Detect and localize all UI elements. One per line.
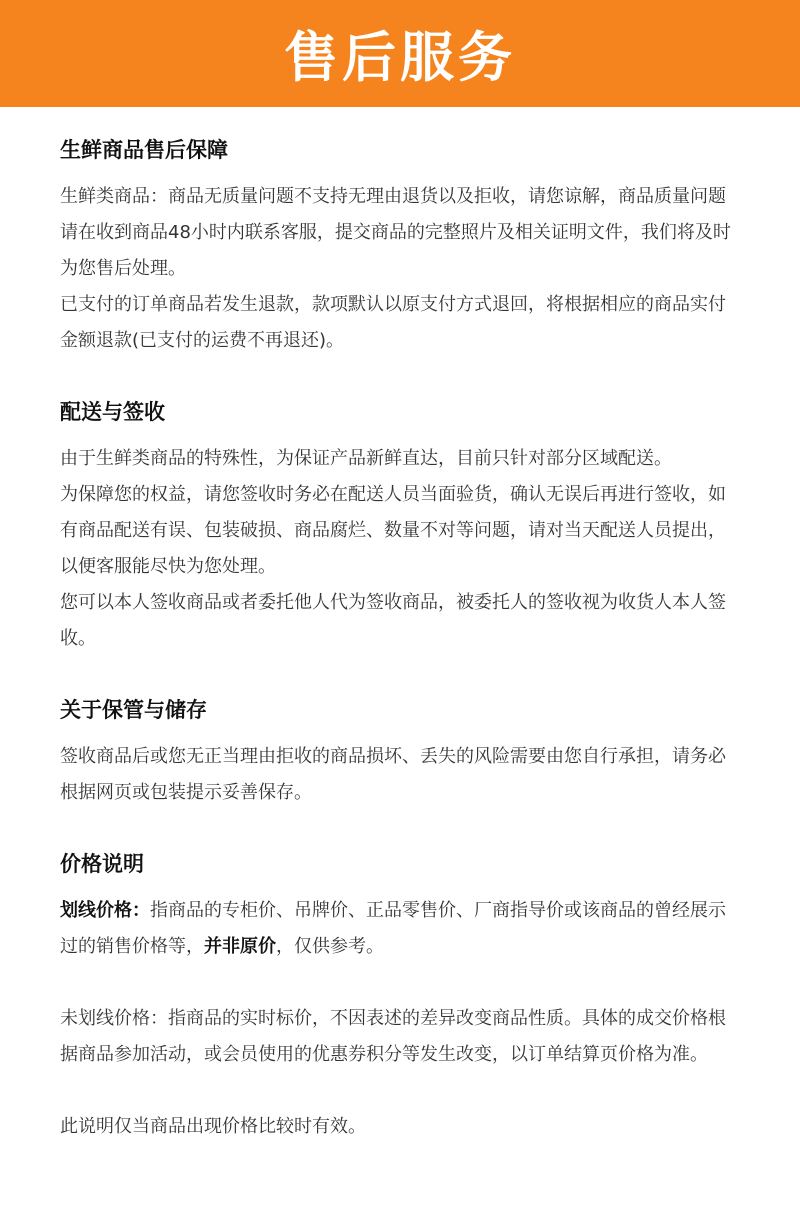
- content-area: [0, 107, 800, 1145]
- paragraph-delivery-area: 由于生鲜类商品的特殊性，为保证产品新鲜直达，目前只针对部分区域配送。: [60, 448, 672, 469]
- section-title-pricing: 价格说明: [60, 852, 144, 876]
- paragraph-proxy-signing: 您可以本人签收商品或者委托他人代为签收商品，被委托人的签收视为收货人本人签收。: [60, 592, 726, 649]
- paragraph-unstruck-price: 未划线价格：指商品的实时标价，不因表述的差异改变商品性质。具体的成交价格根据商品参加活动，或会员使用的优惠券积分等发生改变，以订单结算页价格为准。: [60, 1008, 726, 1065]
- section-title-fresh-aftersale: 生鲜商品售后保障: [60, 138, 228, 162]
- strikethrough-price-tail: ，仅供参考。: [276, 936, 384, 957]
- paragraph-validity-note: 此说明仅当商品出现价格比较时有效。: [60, 1116, 366, 1137]
- paragraph-storage: 签收商品后或您无正当理由拒收的商品损坏、丢失的风险需要由您自行承担，请务必根据网页或包装提示妥善保存。: [60, 746, 726, 803]
- section-title-storage: 关于保管与储存: [60, 698, 207, 722]
- header-banner: [0, 0, 800, 107]
- strikethrough-price-text: 指商品的专柜价、吊牌价、正品零售价、厂商指导价或该商品的曾经展示过的销售价格等，: [60, 900, 726, 957]
- paragraph-strikethrough-price: [60, 893, 742, 965]
- paragraph-inspection: 为保障您的权益，请您签收时务必在配送人员当面验货，确认无误后再进行签收，如有商品配送有误、包装破损、商品腐烂、数量不对等问题，请对当天配送人员提出，以便客服能尽快为您处理。: [60, 484, 726, 577]
- section-title-delivery: 配送与签收: [60, 400, 165, 424]
- paragraph-fresh-goods: 生鲜类商品：商品无质量问题不支持无理由退货以及拒收，请您谅解，商品质量问题请在收到商品48小时内联系客服，提交商品的完整照片及相关证明文件，我们将及时为您售后处理。: [60, 186, 731, 279]
- strikethrough-price-label: 划线价格：: [60, 900, 150, 921]
- not-original-price-emphasis: 并非原价: [204, 936, 276, 957]
- page-title: 售后服务: [284, 26, 516, 89]
- paragraph-refund: 已支付的订单商品若发生退款，款项默认以原支付方式退回，将根据相应的商品实付金额退款(已支付的运费不再退还)。: [60, 294, 726, 351]
